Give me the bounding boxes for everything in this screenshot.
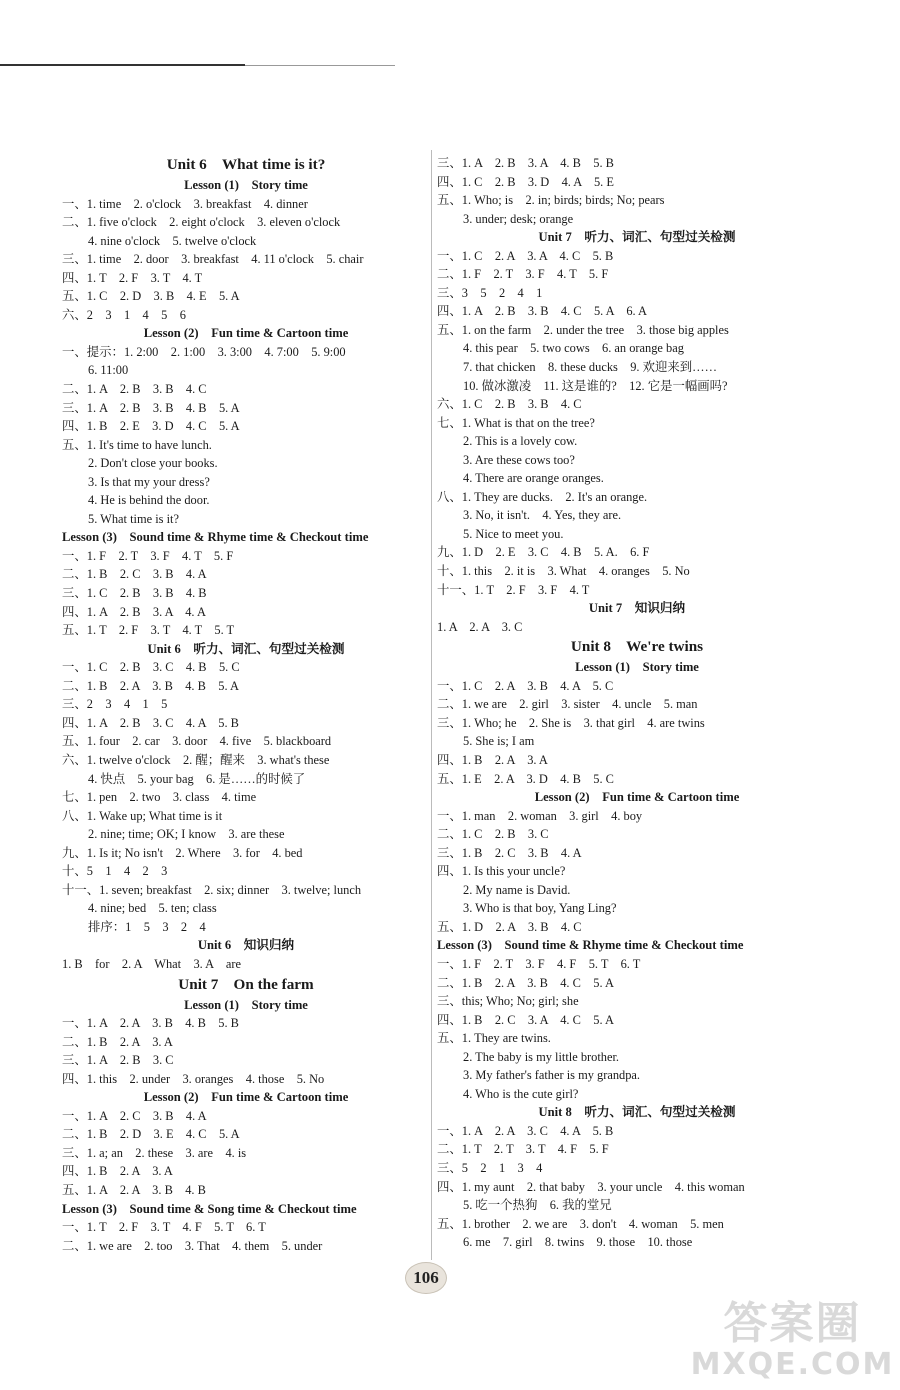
- answer-line: 七、1. What is that on the tree?: [437, 415, 595, 430]
- answer-line: 3. No, it isn't. 4. Yes, they are.: [463, 508, 622, 523]
- answer-line: 三、2 3 4 1 5: [62, 697, 168, 712]
- answer-line: 十一、1. T 2. F 3. F 4. T: [437, 582, 590, 597]
- section-heading: Unit 8 听力、词汇、句型过关检测: [538, 1105, 736, 1120]
- answer-line: 八、1. Wake up; What time is it: [62, 808, 223, 823]
- answer-line: 五、1. on the farm 2. under the tree 3. those big apples: [437, 322, 729, 337]
- answer-line: 4. He is behind the door.: [88, 493, 210, 508]
- answer-line: 4. nine; bed 5. ten; class: [88, 901, 217, 916]
- lesson-heading: Lesson (2) Fun time & Cartoon time: [143, 326, 349, 341]
- answer-line: 八、1. They are ducks. 2. It's an orange.: [437, 489, 648, 504]
- answer-line: 六、1. twelve o'clock 2. 醒；醒来 3. what's these: [62, 752, 330, 767]
- answer-line: 二、1. we are 2. too 3. That 4. them 5. under: [62, 1238, 323, 1253]
- answer-line: 7. that chicken 8. these ducks 9. 欢迎来到……: [463, 360, 717, 375]
- answer-line: 5. She is; I am: [463, 734, 535, 749]
- answer-line: 一、1. man 2. woman 3. girl 4. boy: [437, 808, 643, 823]
- answer-line: 2. This is a lovely cow.: [463, 434, 578, 449]
- answer-line: 1. B for 2. A What 3. A are: [62, 956, 241, 971]
- answer-line: 一、1. T 2. F 3. T 4. F 5. T 6. T: [62, 1220, 266, 1235]
- answer-line: 3. Is that my your dress?: [88, 474, 210, 489]
- answer-line: 一、1. C 2. A 3. A 4. C 5. B: [437, 248, 614, 263]
- answer-line: 一、1. F 2. T 3. F 4. T 5. F: [62, 548, 234, 563]
- section-heading: Unit 6 知识归纳: [197, 938, 295, 953]
- answer-line: 4. 快点 5. your bag 6. 是……的时候了: [88, 771, 306, 786]
- answer-line: 二、1. five o'clock 2. eight o'clock 3. eleven o'clock: [62, 215, 341, 230]
- answer-line: 六、2 3 1 4 5 6: [62, 307, 186, 322]
- answer-line: 七、1. pen 2. two 3. class 4. time: [62, 790, 257, 805]
- answer-line: 二、1. B 2. D 3. E 4. C 5. A: [62, 1127, 240, 1142]
- lesson-heading: Lesson (2) Fun time & Cartoon time: [143, 1090, 349, 1105]
- answer-line: 二、1. C 2. B 3. C: [437, 827, 549, 842]
- answer-line: 二、1. T 2. T 3. T 4. F 5. F: [437, 1142, 609, 1157]
- section-heading: Unit 6 听力、词汇、句型过关检测: [147, 641, 345, 656]
- answer-line: 4. nine o'clock 5. twelve o'clock: [88, 233, 257, 248]
- answer-line: 四、1. B 2. C 3. A 4. C 5. A: [437, 1012, 614, 1027]
- answer-line: 5. Nice to meet you.: [463, 526, 564, 541]
- answer-line: 四、1. C 2. B 3. D 4. A 5. E: [437, 174, 614, 189]
- answer-line: 五、1. They are twins.: [437, 1031, 551, 1046]
- answer-line: 3. under; desk; orange: [463, 211, 574, 226]
- answer-line: 四、1. B 2. A 3. A: [62, 1164, 173, 1179]
- answer-line: 2. Don't close your books.: [88, 456, 218, 471]
- answer-line: 三、this; Who; No; girl; she: [437, 994, 579, 1009]
- answer-line: 一、1. time 2. o'clock 3. breakfast 4. dinner: [62, 196, 308, 211]
- answer-line: 三、1. C 2. B 3. B 4. B: [62, 586, 207, 601]
- answer-line: 四、1. A 2. B 3. C 4. A 5. B: [62, 715, 239, 730]
- answer-line: 一、1. C 2. B 3. C 4. B 5. C: [62, 660, 240, 675]
- answer-line: 四、1. B 2. A 3. A: [437, 752, 548, 767]
- answer-line: 2. My name is David.: [463, 882, 571, 897]
- answer-line: 九、1. D 2. E 3. C 4. B 5. A. 6. F: [437, 545, 650, 560]
- lesson-heading: Lesson (3) Sound time & Rhyme time & Checkout time: [437, 938, 744, 953]
- answer-line: 一、1. A 2. C 3. B 4. A: [62, 1108, 207, 1123]
- answer-line: 3. Are these cows too?: [463, 452, 575, 467]
- left-answer-column: [62, 154, 430, 1255]
- answer-line: 2. nine; time; OK; I know 3. are these: [88, 827, 285, 842]
- answer-line: 3. My father's father is my grandpa.: [463, 1068, 641, 1083]
- answer-line: 一、1. A 2. A 3. C 4. A 5. B: [437, 1123, 614, 1138]
- answer-line: 4. There are orange oranges.: [463, 471, 604, 486]
- answer-line: 四、1. B 2. E 3. D 4. C 5. A: [62, 419, 240, 434]
- answer-line: 三、1. A 2. B 3. A 4. B 5. B: [437, 156, 614, 170]
- answer-line: 5. What time is it?: [88, 511, 179, 526]
- answer-line: 6. 11:00: [88, 363, 129, 378]
- answer-line: 二、1. B 2. C 3. B 4. A: [62, 567, 207, 582]
- answer-line: 一、1. C 2. A 3. B 4. A 5. C: [437, 678, 614, 693]
- answer-line: 二、1. F 2. T 3. F 4. T 5. F: [437, 267, 609, 282]
- answer-line: 一、1. A 2. A 3. B 4. B 5. B: [62, 1016, 239, 1031]
- answer-line: 三、5 2 1 3 4: [437, 1160, 543, 1175]
- right-answer-column: [437, 154, 837, 1252]
- page-number: 106: [405, 1262, 447, 1294]
- answer-line: 四、1. A 2. B 3. B 4. C 5. A 6. A: [437, 304, 647, 319]
- answer-line: 十、5 1 4 2 3: [62, 864, 168, 879]
- answer-line: 六、1. C 2. B 3. B 4. C: [437, 397, 582, 412]
- unit-heading: Unit 7 On the farm: [178, 975, 314, 993]
- answer-line: 五、1. D 2. A 3. B 4. C: [437, 919, 582, 934]
- answer-line: 三、1. A 2. B 3. B 4. B 5. A: [62, 400, 240, 415]
- lesson-heading: Lesson (1) Story time: [184, 178, 308, 192]
- answer-line: 三、1. B 2. C 3. B 4. A: [437, 845, 582, 860]
- answer-line: 五、1. Who; is 2. in; birds; birds; No; pears: [437, 193, 665, 208]
- column-divider: [431, 150, 432, 1260]
- answer-line: 四、1. my aunt 2. that baby 3. your uncle 4. this woman: [437, 1179, 745, 1194]
- answer-line: 4. this pear 5. two cows 6. an orange bag: [463, 341, 684, 356]
- answer-line: 五、1. It's time to have lunch.: [62, 437, 212, 452]
- answer-line: 三、1. Who; he 2. She is 3. that girl 4. are twins: [437, 715, 705, 730]
- answer-line: 五、1. T 2. F 3. T 4. T 5. T: [62, 623, 235, 638]
- answer-line: 四、1. A 2. B 3. A 4. A: [62, 604, 206, 619]
- answer-line: 九、1. Is it; No isn't 2. Where 3. for 4. bed: [62, 845, 303, 860]
- answer-line: 排序：1 5 3 2 4: [88, 919, 206, 934]
- lesson-heading: Lesson (3) Sound time & Song time & Checkout time: [62, 1201, 357, 1216]
- lesson-heading: Lesson (1) Story time: [184, 997, 308, 1012]
- top-rule: [0, 64, 245, 66]
- answer-line: 十、1. this 2. it is 3. What 4. oranges 5. No: [437, 564, 690, 579]
- answer-line: 4. Who is the cute girl?: [463, 1086, 579, 1101]
- section-heading: Unit 7 听力、词汇、句型过关检测: [538, 230, 736, 245]
- answer-line: 二、1. B 2. A 3. B 4. B 5. A: [62, 678, 239, 693]
- answer-line: 一、提示：1. 2:00 2. 1:00 3. 3:00 4. 7:00 5. 9:00: [62, 344, 346, 359]
- answer-line: 3. Who is that boy, Yang Ling?: [463, 901, 617, 916]
- answer-line: 五、1. A 2. A 3. B 4. B: [62, 1182, 206, 1197]
- answer-line: 6. me 7. girl 8. twins 9. those 10. those: [463, 1235, 693, 1250]
- answer-line: 五、1. four 2. car 3. door 4. five 5. blackboard: [62, 734, 332, 749]
- unit-heading: Unit 6 What time is it?: [166, 156, 326, 173]
- watermark-en: MXQE.COM: [690, 1347, 895, 1382]
- answer-line: 五、1. E 2. A 3. D 4. B 5. C: [437, 771, 614, 786]
- lesson-heading: Lesson (1) Story time: [575, 660, 699, 675]
- section-heading: Unit 7 知识归纳: [588, 601, 686, 616]
- answer-line: 三、1. a; an 2. these 3. are 4. is: [62, 1145, 247, 1160]
- answer-line: 二、1. B 2. A 3. B 4. C 5. A: [437, 975, 614, 990]
- answer-line: 二、1. B 2. A 3. A: [62, 1034, 173, 1049]
- answer-line: 一、1. F 2. T 3. F 4. F 5. T 6. T: [437, 956, 641, 971]
- lesson-heading: Lesson (2) Fun time & Cartoon time: [534, 790, 740, 805]
- answer-line: 五、1. C 2. D 3. B 4. E 5. A: [62, 289, 240, 304]
- lesson-heading: Lesson (3) Sound time & Rhyme time & Checkout time: [62, 530, 369, 545]
- unit-heading: Unit 8 We're twins: [570, 638, 704, 656]
- answer-line: 10. 做冰激凌 11. 这是谁的? 12. 它是一幅画吗?: [463, 378, 728, 393]
- answer-line: 十一、1. seven; breakfast 2. six; dinner 3. twelve; lunch: [62, 882, 362, 897]
- answer-line: 四、1. Is this your uncle?: [437, 864, 566, 879]
- answer-line: 三、1. A 2. B 3. C: [62, 1053, 174, 1068]
- answer-line: 三、1. time 2. door 3. breakfast 4. 11 o'clock 5. chair: [62, 252, 364, 267]
- top-rule-thin: [245, 65, 395, 66]
- answer-line: 1. A 2. A 3. C: [437, 619, 523, 634]
- answer-line: 二、1. we are 2. girl 3. sister 4. uncle 5. man: [437, 697, 698, 712]
- watermark-logo: [690, 1300, 895, 1386]
- answer-line: 三、3 5 2 4 1: [437, 285, 543, 300]
- answer-line: 5. 吃一个热狗 6. 我的堂兄: [463, 1198, 612, 1213]
- answer-line: 2. The baby is my little brother.: [463, 1049, 620, 1064]
- watermark-cn: 答案圈: [723, 1298, 862, 1349]
- answer-line: 四、1. this 2. under 3. oranges 4. those 5. No: [62, 1071, 325, 1086]
- answer-line: 五、1. brother 2. we are 3. don't 4. woman 5. men: [437, 1216, 724, 1231]
- answer-line: 四、1. T 2. F 3. T 4. T: [62, 270, 203, 285]
- answer-line: 二、1. A 2. B 3. B 4. C: [62, 382, 207, 397]
